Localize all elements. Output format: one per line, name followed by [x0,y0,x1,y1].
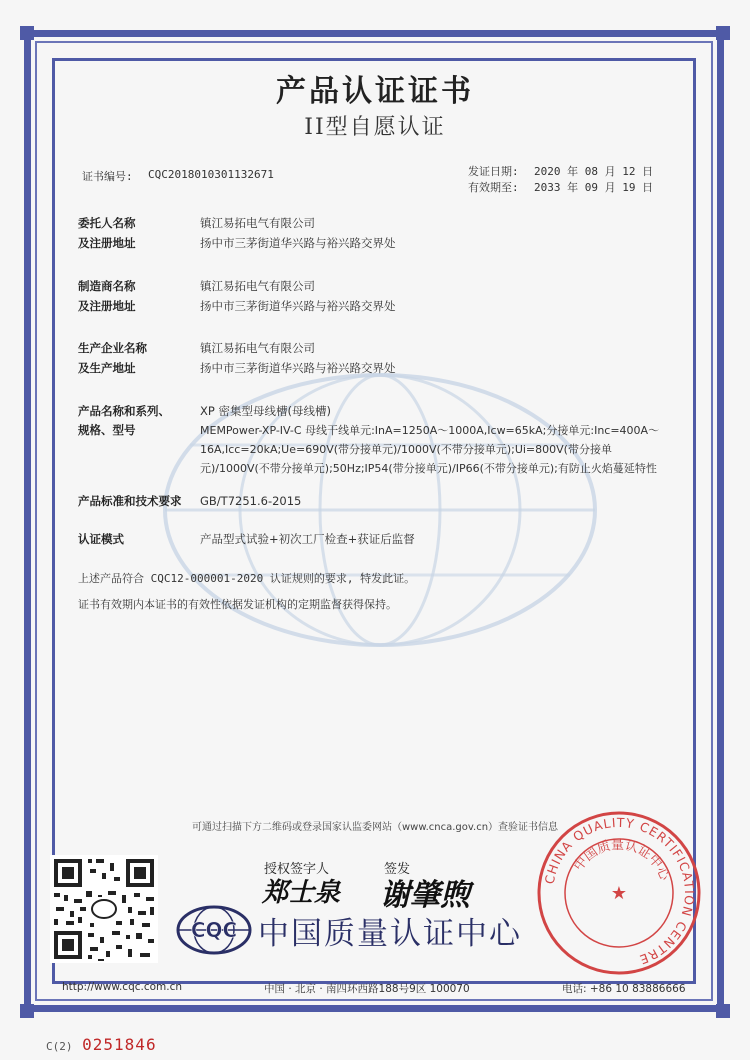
client-address: 扬中市三茅街道华兴路与裕兴路交界处 [200,236,396,250]
verification-note: 可通过扫描下方二维码或登录国家认监委网站（www.cnca.gov.cn）查验证书信息 [191,822,559,833]
certificate-title: 产品认证证书 [276,74,474,109]
corner-ornament [20,26,34,40]
client-name: 镇江易拓电气有限公司 [200,216,315,230]
issuer-label: 签发 [384,862,411,877]
cert-number: CQC2018010301132671 [148,168,274,181]
validity-statement: 证书有效期内本证书的有效性依据发证机构的定期监督获得保持。 [78,598,397,611]
product-line: MEMPower-XP-IV-C 母线干线单元:InA=1250A～1000A,Icw=65kA;分接单元:Inc=400A～ [200,424,660,437]
factory-name: 镇江易拓电气有限公司 [200,341,315,355]
factory-address: 扬中市三茅街道华兴路与裕兴路交界处 [200,361,396,375]
office-address: 中国 · 北京 · 南四环西路188号9区 100070 [264,983,470,995]
issue-date-label: 发证日期: [468,165,519,178]
serial-number [46,1035,157,1054]
manufacturer-address-label: 及注册地址 [78,299,136,313]
factory-address-label: 及生产地址 [78,361,136,375]
expiry-date: 2033 年 09 月 19 日 [534,181,654,194]
serial-prefix: C(2) [46,1040,73,1053]
certification-mode: 产品型式试验+初次工厂检查+获证后监督 [200,532,415,546]
manufacturer-name-label: 制造商名称 [78,279,136,293]
issue-date: 2020 年 08 月 12 日 [534,165,654,178]
corner-ornament [20,1004,34,1018]
client-address-label: 及注册地址 [78,236,136,250]
standard-value: GB/T7251.6-2015 [200,494,302,508]
seal-inner-text: 中国质量认证中心 [571,837,672,883]
expiry-date-label: 有效期至: [468,181,519,194]
cqc-logo-icon [176,905,252,955]
organization-name: 中国质量认证中心 [258,916,522,952]
authorized-signer-label: 授权签字人 [264,862,330,877]
corner-ornament [716,26,730,40]
signature-authorized: 郑士泉 [262,878,341,908]
manufacturer-address: 扬中市三茅街道华兴路与裕兴路交界处 [200,299,396,313]
standard-label: 产品标准和技术要求 [78,494,182,508]
seal-star-icon: ★ [610,883,628,904]
website-url[interactable]: http://www.cqc.com.cn [62,981,183,993]
certification-seal [534,808,704,978]
product-label-line2: 规格、型号 [78,423,136,437]
certification-mode-label: 认证模式 [78,532,124,546]
signature-issuer: 谢肇煦 [380,878,470,913]
product-label-line1: 产品名称和系列、 [78,404,170,418]
client-name-label: 委托人名称 [78,216,136,230]
product-line: XP 密集型母线槽(母线槽) [200,404,331,418]
cqc-logo-text: CQC [190,918,238,942]
certificate-subtitle: II型自愿认证 [304,115,446,140]
phone-number: 电话: +86 10 83886666 [562,983,686,995]
product-line: 16A,Icc=20kA;Ue=690V(带分接单元)/1000V(不带分接单元);Ui=800V(带分接单 [200,443,612,456]
product-line: 元)/1000V(不带分接单元);50Hz;IP54(带分接单元)/IP66(不带分接单元);有防止火焰蔓延特性 [200,462,657,475]
qr-code-icon [50,855,158,963]
factory-name-label: 生产企业名称 [78,341,147,355]
corner-ornament [716,1004,730,1018]
seal-outer-text: CHINA QUALITY CERTIFICATION CENTRE [541,814,698,968]
manufacturer-name: 镇江易拓电气有限公司 [200,279,315,293]
cert-number-label: 证书编号: [82,170,133,183]
compliance-statement: 上述产品符合 CQC12-000001-2020 认证规则的要求, 特发此证。 [78,572,416,585]
serial-digits: 0251846 [82,1035,157,1054]
